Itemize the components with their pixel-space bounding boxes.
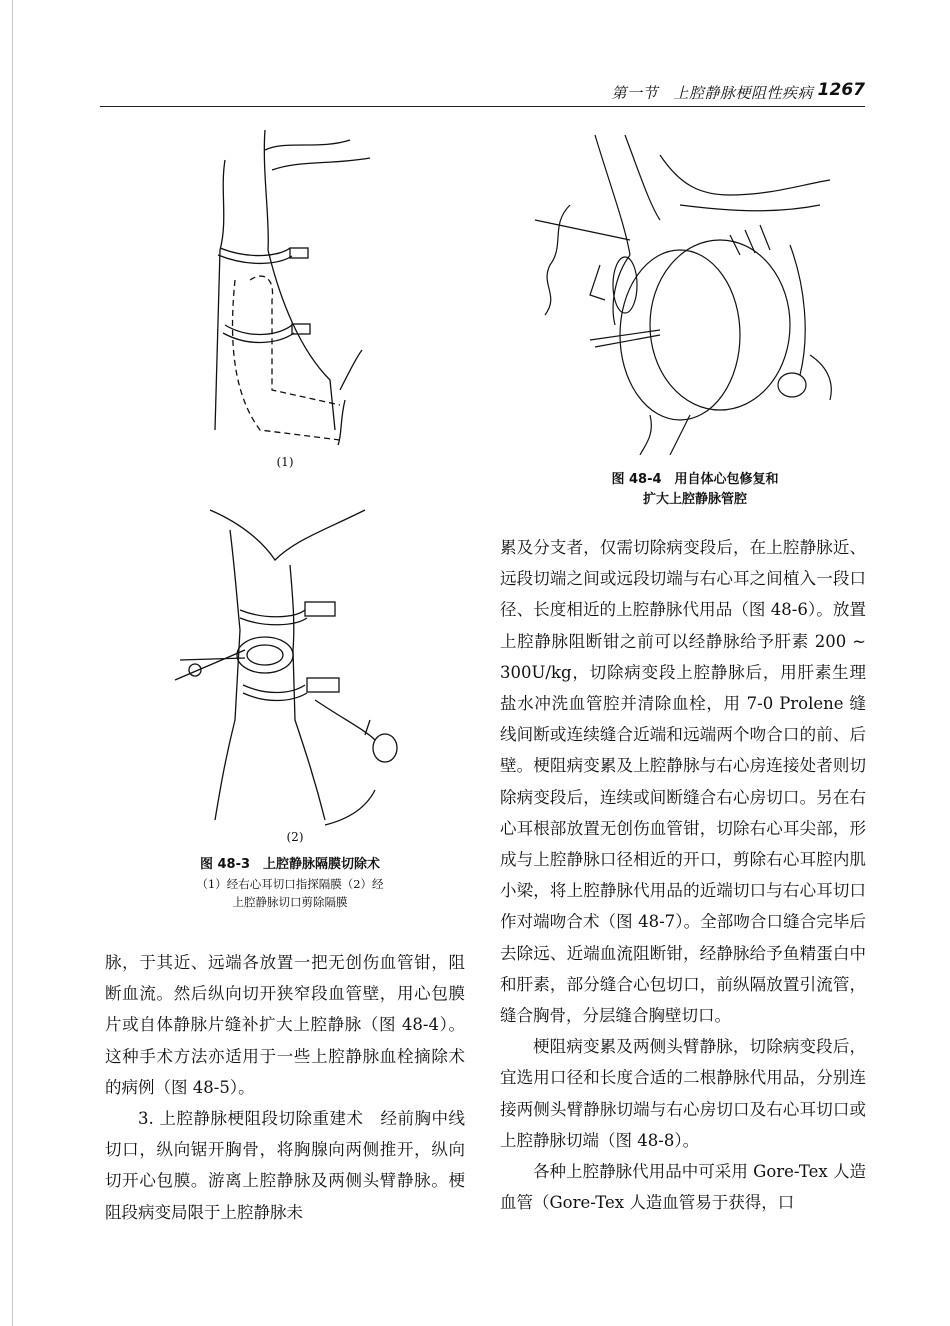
right-paragraph-2: 梗阻病变累及两侧头臂静脉，切除病变段后，宜选用口径和长度合适的二根静脉代用品，分别连接两侧头臂静脉切端与右心房切口及右心耳切口或上腔静脉切端（图 48-8）。 (500, 1037, 866, 1150)
running-header (100, 80, 865, 107)
right-paragraph-3: 各种上腔静脉代用品中可采用 Gore-Tex 人造血管（Gore-Tex 人造血管易于获得，口 (500, 1162, 866, 1213)
figure-48-4-title-line-2: 扩大上腔静脉管腔 (642, 492, 747, 507)
page-number: 1267 (817, 80, 865, 100)
figure-48-4-caption (545, 470, 845, 510)
left-paragraph-2: 3. 上腔静脉梗阻段切除重建术 经前胸中线切口，纵向锯开胸骨，将胸腺向两侧推开，纵向切开心包膜。游离上腔静脉及两侧头臂静脉。梗阻段病变局限于上腔静脉未 (105, 1109, 465, 1222)
running-title: 第一节 上腔静脉梗阻性疾病 (611, 84, 813, 102)
figure-48-4 (530, 125, 860, 455)
figure-48-3-caption (140, 855, 440, 911)
left-text-column (105, 947, 465, 1228)
right-text-column (500, 532, 866, 1218)
figure-48-3-panel-2 (165, 490, 405, 844)
left-paragraph-1: 脉，于其近、远端各放置一把无创伤血管钳，阻断血流。然后纵向切开狭窄段血管壁，用心包膜片或自体静脉片缝补扩大上腔静脉（图 48-4）。这种手术方法亦适用于一些上腔静脉血栓摘除术的病例（图 48-5）。 (105, 953, 465, 1097)
pericardial-patch-drawing (530, 125, 860, 455)
figure-48-3-panel-1 (190, 130, 380, 469)
right-paragraph-1: 累及分支者，仅需切除病变段后，在上腔静脉近、远段切端之间或远段切端与右心耳之间植入一段口径、长度相近的上腔静脉代用品（图 48-6）。放置上腔静脉阻断钳之前可以经静脉给予肝素 200 ~ 300U/kg，切除病变段上腔静脉后，用肝素生理盐水冲洗血管腔并清除血栓，用 7-0 Prolene 缝线间断或连续缝合近端和远端两个吻合口的前、后壁。梗阻病变累及上腔静脉与右心房连接处者则切除病变段后，连续或间断缝合右心房切口。另在右心耳根部放置无创伤血管钳，切除右心耳尖部，形成与上腔静脉口径相近的开口，剪除右心耳腔内肌小梁，将上腔静脉代用品的近端切口与右心耳切口作对端吻合术（图 48-7）。全部吻合口缝合完毕后去除远、近端血流阻断钳，经静脉给予鱼精蛋白中和肝素，部分缝合心包切口，前纵隔放置引流管，缝合胸骨，分层缝合胸壁切口。 (500, 538, 866, 1026)
figure-48-4-title-line-1: 图 48-4 用自体心包修复和 (611, 472, 779, 487)
svc-diaphragm-drawing-1 (190, 130, 380, 450)
figure-48-3-title: 图 48-3 上腔静脉隔膜切除术 (199, 857, 381, 872)
page-edge-rule (12, 0, 13, 1326)
panel-2-label: (2) (286, 830, 304, 844)
figure-48-3-note-line-2: 上腔静脉切口剪除隔膜 (232, 895, 348, 909)
figure-48-3-note-line-1: （1）经右心耳切口指探隔膜（2）经 (196, 877, 384, 891)
panel-1-label: (1) (276, 455, 294, 469)
svc-diaphragm-drawing-2 (165, 490, 405, 830)
